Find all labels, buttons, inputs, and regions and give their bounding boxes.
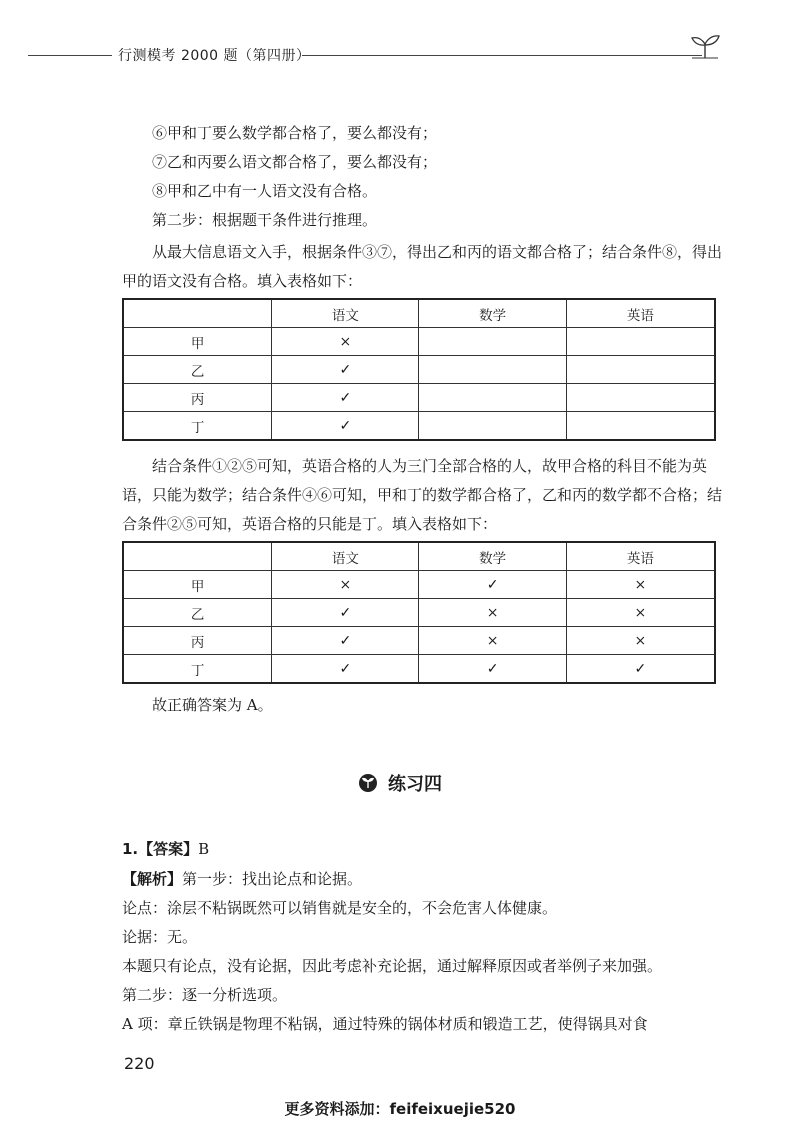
table-header-cell: 英语 [566,542,715,571]
q1-answer-line [122,838,722,860]
grade-table-1 [122,298,716,441]
condition-8: ⑧甲和乙中有一人语文没有合格。 [152,182,378,200]
table-cell [566,328,715,356]
row-label: 甲 [123,328,272,356]
row-label: 乙 [123,599,272,627]
table-row [123,599,715,627]
table-header-cell: 语文 [272,542,419,571]
table-cell: ✓ [419,655,566,684]
section-title: 练习四 [388,774,442,795]
running-header-title: 行测模考 2000 题（第四册） [118,48,311,64]
table-cell: × [272,328,419,356]
sprout-icon [688,32,722,60]
table-row [123,356,715,384]
table-row [123,627,715,655]
q1-argument: 论点：涂层不粘锅既然可以销售就是安全的，不会危害人体健康。 [122,899,558,917]
analysis-text: 第一步：找出论点和论据。 [182,870,363,888]
table-cell [123,542,272,571]
footer-watermark: 更多资料添加：feifeixuejie520 [284,1100,516,1118]
q1-step-2: 第二步：逐一分析选项。 [122,986,288,1004]
conclusion: 故正确答案为 A。 [152,696,273,714]
reasoning-paragraph-2: 结合条件①②⑤可知，英语合格的人为三门全部合格的人，故甲合格的科目不能为英语，只能为数学；结合条件④⑥可知，甲和丁的数学都合格了，乙和丙的数学都不合格；结合条件②⑤可知，英语合格的只能是丁。填入表格如下： [122,457,723,533]
page-number: 220 [124,1054,155,1073]
table-cell: ✓ [419,571,566,599]
section-heading [0,770,800,796]
row-label: 甲 [123,571,272,599]
table-cell: ✓ [272,599,419,627]
table-header-cell: 数学 [419,299,566,328]
table-header-cell: 数学 [419,542,566,571]
table-cell: × [419,627,566,655]
row-label: 乙 [123,356,272,384]
table-row [123,328,715,356]
table-row [123,571,715,599]
table-header-row [123,299,715,328]
q1-option-a: A 项：章丘铁锅是物理不粘锅，通过特殊的锅体材质和锻造工艺，使得锅具对食 [122,1015,648,1033]
header-rule-left [28,55,112,56]
row-label: 丙 [123,627,272,655]
table-header-cell: 语文 [272,299,419,328]
condition-6: ⑥甲和丁要么数学都合格了，要么都没有； [152,124,438,142]
row-label: 丁 [123,655,272,684]
row-label: 丙 [123,384,272,412]
step-2-heading: 第二步：根据题干条件进行推理。 [152,211,378,229]
table-cell [566,384,715,412]
table-cell: × [566,627,715,655]
table-cell: ✓ [272,627,419,655]
table-row [123,384,715,412]
table-cell: × [566,571,715,599]
table-cell [123,299,272,328]
table-row [123,655,715,684]
table-cell [566,356,715,384]
row-label: 丁 [123,412,272,441]
q1-evidence: 论据：无。 [122,928,198,946]
header-rule-right [302,55,702,56]
table-cell: ✓ [566,655,715,684]
table-header-cell: 英语 [566,299,715,328]
table-header-row [123,542,715,571]
table-cell: × [566,599,715,627]
table-cell [419,384,566,412]
table-row [123,412,715,441]
reasoning-paragraph-1: 从最大信息语文入手，根据条件③⑦，得出乙和丙的语文都合格了；结合条件⑧，得出甲的语文没有合格。填入表格如下： [122,243,723,290]
table-cell: ✓ [272,655,419,684]
table-cell [419,412,566,441]
grade-table-2 [122,541,716,684]
q1-analysis-line [122,868,722,890]
q1-note: 本题只有论点，没有论据，因此考虑补充论据，通过解释原因或者举例子来加强。 [122,957,663,975]
answer-value: B [198,840,210,858]
analysis-label: 【解析】 [122,870,183,888]
answer-label: 1.【答案】 [122,840,199,858]
table-cell: ✓ [272,384,419,412]
table-cell [419,328,566,356]
table-cell: × [419,599,566,627]
condition-7: ⑦乙和丙要么语文都合格了，要么都没有； [152,153,438,171]
table-cell [566,412,715,441]
table-cell: × [272,571,419,599]
table-cell [419,356,566,384]
table-cell: ✓ [272,356,419,384]
table-cell: ✓ [272,412,419,441]
leaf-badge-icon [358,773,378,793]
